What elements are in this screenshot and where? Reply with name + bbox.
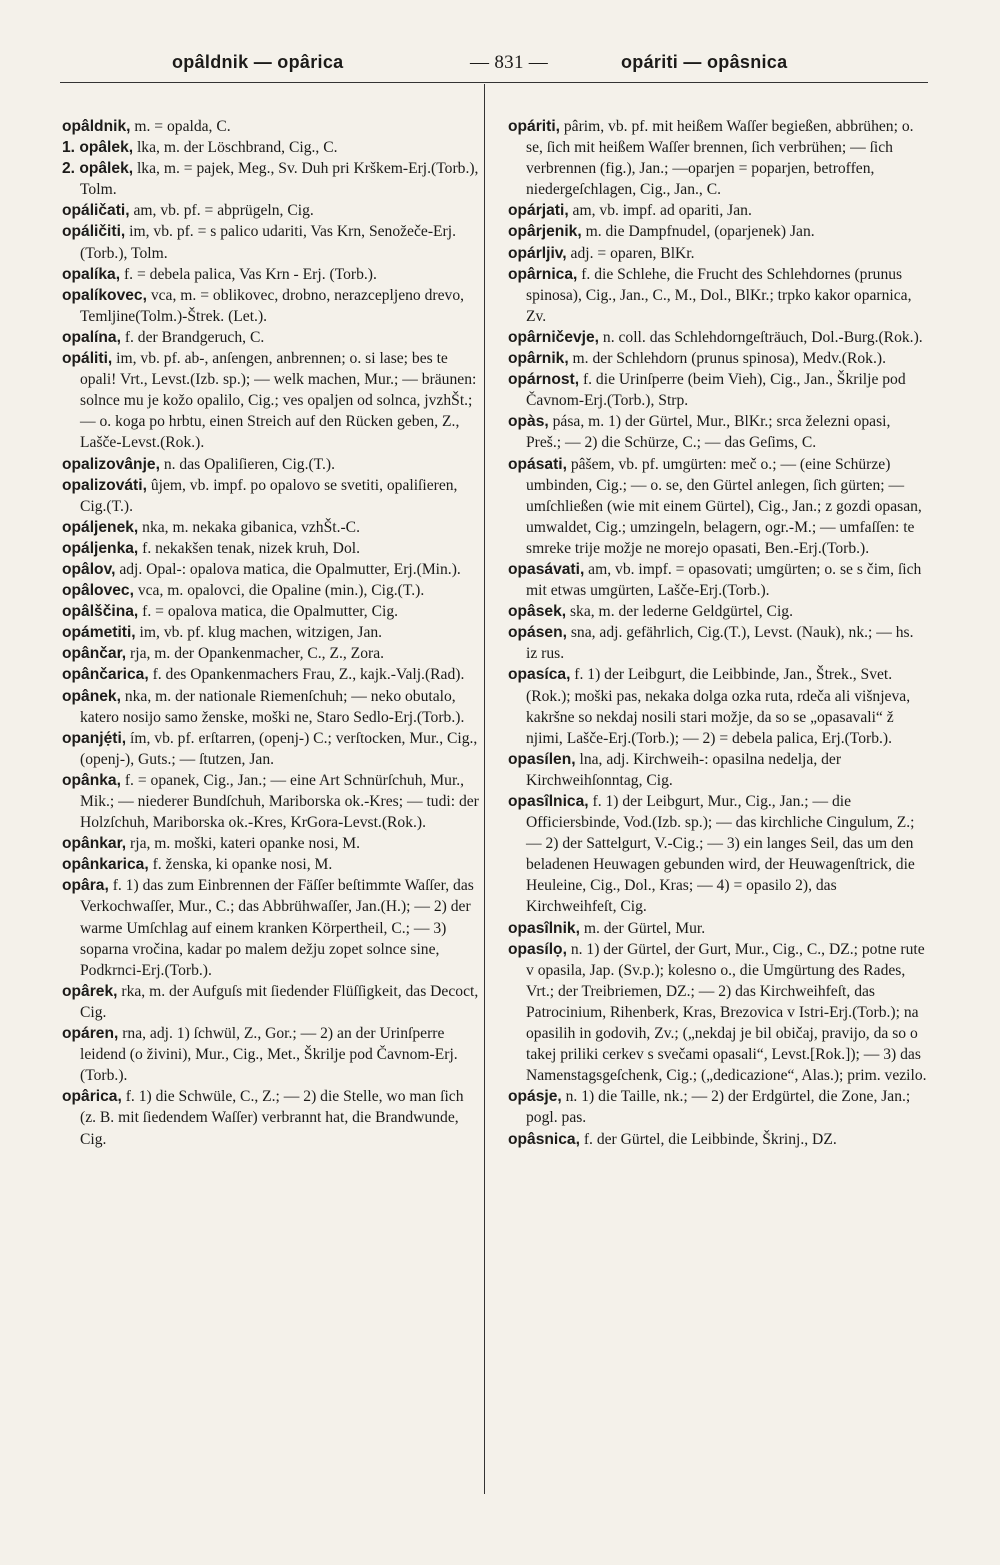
dictionary-entry bbox=[508, 411, 928, 453]
dictionary-entry bbox=[62, 601, 480, 622]
dictionary-entry bbox=[508, 243, 928, 264]
entry-definition: f. = opanek, Cig., Jan.; — eine Art Schnürſchuh, Mur., Mik.; — niederer Bundſchuh, Mariborska ok.-Kres; — tudi: der Holzſchuh, Mariborska ok.-Kres, KrGora-Levst.(Rok.). bbox=[80, 771, 479, 832]
entry-headword: 1. opâlek, bbox=[62, 139, 134, 157]
entry-definition: f. 1) das zum Einbrennen der Fäſſer beſtimmte Waſſer, das Verkochwaſſer, Mur., C.; das Abbrühwaſſer, Jan.(H.); — 2) der warme Umſchlag auf einem kranken Körpertheil, C.; — 3) soparna vročina, kadar po malem dežju zopet solnce sine, Podkrnci-Erj.(Torb.). bbox=[80, 877, 474, 979]
entry-definition: lka, m. = pajek, Meg., Sv. Duh pri Krškem-Erj.(Torb.), Tolm. bbox=[80, 160, 479, 199]
entry-headword: opâldnik, bbox=[62, 118, 131, 135]
entry-definition: nka, m. der nationale Riemenſchuh; — neko obutalo, katero nosijo samo ženske, moški ne, Staro Sedlo-Erj.(Torb.). bbox=[80, 687, 465, 726]
entry-definition: im, vb. pf. klug machen, witzigen, Jan. bbox=[135, 624, 383, 642]
dictionary-entry bbox=[62, 348, 480, 453]
entry-headword: opânčar, bbox=[62, 645, 127, 663]
entry-headword: opáljenka, bbox=[62, 539, 139, 557]
dictionary-entry bbox=[62, 1023, 480, 1086]
entry-definition: adj. = oparen, BlKr. bbox=[566, 244, 695, 262]
entry-headword: opàs, bbox=[508, 413, 549, 431]
dictionary-entry bbox=[62, 854, 480, 875]
entry-headword: opasílen, bbox=[508, 750, 576, 768]
dictionary-entry bbox=[62, 686, 480, 728]
entry-headword: 2. opâlek, bbox=[62, 160, 134, 178]
entry-definition: vca, m. opalovci, die Opaline (min.), Cig.(T.). bbox=[133, 582, 425, 600]
dictionary-entry bbox=[508, 200, 928, 221]
entry-definition: m. der Gürtel, Mur. bbox=[579, 919, 706, 937]
entry-definition: f. 1) der Leibgurt, Mur., Cig., Jan.; — die Officiersbinde, Vod.(Izb. sp.); — das kirchliche Cingulum, Z.; — 2) der Sattelgurt, V.-Cig.; — 3) ein langes Seil, das um den beladenen Heuwagen gebunden wird, der Heuwagenſtrick, die Heuleine, Cig., Dol., Kras; — 4) = opasilo 2), das Kirchweihfeſt, Cig. bbox=[526, 793, 915, 916]
entry-headword: opânkar, bbox=[62, 835, 127, 853]
entry-definition: f. ženska, ki opanke nosi, M. bbox=[148, 856, 333, 874]
entry-headword: opârnik, bbox=[508, 350, 569, 368]
column-divider bbox=[484, 84, 485, 1494]
dictionary-entry bbox=[62, 728, 480, 770]
entry-headword: opásati, bbox=[508, 455, 567, 473]
dictionary-entry bbox=[62, 1086, 480, 1149]
entry-definition: f. die Urinſperre (beim Vieh), Cig., Jan., Škrilje pod Čavnom-Erj.(Torb.), Strp. bbox=[526, 371, 906, 410]
entry-definition: nka, m. nekaka gibanica, vzhŠt.-C. bbox=[138, 518, 360, 536]
dictionary-entry bbox=[62, 833, 480, 854]
entry-headword: opanjẹ́ti, bbox=[62, 729, 127, 747]
dictionary-entry bbox=[62, 158, 480, 200]
entry-definition: f. der Gürtel, die Leibbinde, Škrinj., DZ. bbox=[579, 1130, 837, 1148]
entry-definition: n. 1) der Gürtel, der Gurt, Mur., Cig., C., DZ.; potne rute v opasila, Jap. (Sv.p.); kolesno o., die Umgürtung des Rades, Vrt.; der Treibriemen, DZ.; — 2) das Kirchweihfeſt, das Patrocinium, Rihenberk, Kras, Brezovica v Istri-Erj.(Torb.); na opasilih in godovih, Zv.; („nekdaj je bil običaj, pravijo, da so o takej priliki cerkev s svečami opasali“, Levst.[Rok.]); — 3) das Namenstagsgeſchenk, Cig.; („dedicazione“, Alas.); prim. vezilo. bbox=[526, 940, 927, 1085]
entry-headword: opâlščina, bbox=[62, 603, 139, 621]
entry-headword: opârnica, bbox=[508, 265, 578, 283]
entry-headword: opalizovânje, bbox=[62, 455, 160, 473]
dictionary-entry bbox=[508, 116, 928, 200]
entry-headword: opasíca, bbox=[508, 666, 571, 684]
entry-headword: opárnost, bbox=[508, 371, 580, 389]
entry-headword: opárjati, bbox=[508, 202, 569, 220]
dictionary-entry bbox=[508, 749, 928, 791]
dictionary-entry bbox=[508, 664, 928, 748]
entry-headword: opáličiti, bbox=[62, 223, 126, 241]
dictionary-entry bbox=[62, 875, 480, 980]
entry-headword: opámetiti, bbox=[62, 624, 136, 642]
dictionary-entry bbox=[508, 791, 928, 918]
entry-headword: opârica, bbox=[62, 1088, 122, 1106]
running-head-right: opáriti — opâsnica bbox=[621, 52, 788, 72]
entry-definition: ûjem, vb. impf. po opalovo se svetiti, opaliſieren, Cig.(T.). bbox=[80, 476, 458, 515]
entry-headword: opalína, bbox=[62, 328, 121, 346]
entry-headword: opârničevje, bbox=[508, 328, 600, 346]
entry-definition: pâšem, vb. pf. umgürten: meč o.; — (eine Schürze) umbinden, Cig.; — o. se, den Gürtel anlegen, ſich gürten; —umſchließen (wie mit einem Gürtel), Cig., Jan.; z gozdi opasan, umwaldet, Cig.; umzingeln, belagern, ogr.-M.; — umfaſſen: te smreke trije možje ne morejo opasati, Ben.-Erj.(Torb.). bbox=[526, 455, 922, 557]
dictionary-entry bbox=[508, 348, 928, 369]
entry-definition: n. 1) die Taille, nk.; — 2) der Erdgürtel, die Zone, Jan.; pogl. pas. bbox=[526, 1088, 911, 1127]
dictionary-entry bbox=[508, 918, 928, 939]
entry-definition: pása, m. 1) der Gürtel, Mur., BlKr.; srca železni opasi, Preš.; — 2) die Schürze, C.; — das Geſims, C. bbox=[526, 413, 891, 452]
dictionary-entry bbox=[508, 327, 928, 348]
entry-headword: opânkarica, bbox=[62, 856, 149, 874]
left-column bbox=[62, 116, 480, 1150]
dictionary-entry bbox=[62, 664, 480, 685]
entry-definition: m. = opalda, C. bbox=[130, 118, 231, 135]
entry-headword: opâsnica, bbox=[508, 1130, 580, 1148]
entry-headword: opáliti, bbox=[62, 350, 113, 368]
dictionary-entry bbox=[62, 517, 480, 538]
dictionary-entry bbox=[508, 221, 928, 242]
entry-definition: n. das Opaliſieren, Cig.(T.). bbox=[159, 455, 336, 473]
entry-headword: opáljenek, bbox=[62, 518, 139, 536]
dictionary-entry bbox=[508, 559, 928, 601]
entry-headword: opáren, bbox=[62, 1025, 119, 1043]
entry-definition: adj. Opal-: opalova matica, die Opalmutter, Erj.(Min.). bbox=[115, 560, 461, 578]
entry-headword: opásen, bbox=[508, 624, 567, 642]
entry-definition: f. 1) die Schwüle, C., Z.; — 2) die Stelle, wo man ſich (z. B. mit ſiedendem Waſſer) verbrannt hat, die Brandwunde, Cig. bbox=[80, 1088, 464, 1148]
dictionary-entry bbox=[62, 454, 480, 475]
entry-headword: opânka, bbox=[62, 771, 121, 789]
entry-definition: f. 1) der Leibgurt, die Leibbinde, Jan., Štrek., Svet.(Rok.); moški pas, nekaka dolga ozka ruta, rdeča ali višnjeva, kakršne so nekdaj nosili stari možje, da so se „opasavali“ ž njimi, Lašče-Erj.(Torb.); — 2) = debela palica, Erj.(Torb.). bbox=[526, 666, 911, 747]
entry-headword: opânčarica, bbox=[62, 666, 149, 684]
dictionary-entry bbox=[508, 1086, 928, 1128]
entry-definition: am, vb. impf. = opasovati; umgürten; o. se s čim, ſich mit etwas umgürten, Lašče-Erj.(Torb.). bbox=[526, 560, 922, 600]
entry-definition: f. = debela palica, Vas Krn - Erj. (Torb.). bbox=[120, 265, 377, 283]
dictionary-entry bbox=[508, 454, 928, 559]
entry-headword: opáličati, bbox=[62, 202, 130, 220]
entry-definition: im, vb. pf. = s palico udariti, Vas Krn, Senožeče-Erj.(Torb.), Tolm. bbox=[80, 223, 456, 262]
entry-definition: ska, m. der lederne Geldgürtel, Cig. bbox=[566, 603, 793, 621]
entry-definition: lna, adj. Kirchweih-: opasilna nedelja, der Kirchweihſonntag, Cig. bbox=[526, 750, 842, 789]
entry-headword: opasîlnica, bbox=[508, 793, 589, 810]
dictionary-entry bbox=[62, 643, 480, 664]
dictionary-entry bbox=[508, 601, 928, 622]
entry-definition: f. nekakšen tenak, nizek kruh, Dol. bbox=[138, 539, 360, 557]
entry-headword: opárljiv, bbox=[508, 244, 567, 262]
entry-headword: opásje, bbox=[508, 1088, 562, 1106]
entry-definition: vca, m. = oblikovec, drobno, nerazcepljeno drevo, Temljine(Tolm.)-Štrek. (Let.). bbox=[80, 286, 465, 325]
entry-headword: opânek, bbox=[62, 687, 121, 705]
entry-headword: opasávati, bbox=[508, 560, 585, 578]
dictionary-entry bbox=[508, 622, 928, 664]
entry-definition: m. die Dampfnudel, (oparjenek) Jan. bbox=[581, 223, 815, 241]
entry-definition: m. der Schlehdorn (prunus spinosa), Medv.(Rok.). bbox=[568, 350, 886, 368]
dictionary-entry bbox=[62, 200, 480, 221]
dictionary-entry bbox=[508, 939, 928, 1087]
entry-definition: pârim, vb. pf. mit heißem Waſſer begießen, abbrühen; o. se, ſich mit heißem Waſſer brennen, ſich verbrühen; — ſich verbrennen (fig.), Jan.; —oparjen = poparjen, betroffen, niedergeſchlagen, Cig., Jan., C. bbox=[526, 118, 914, 199]
dictionary-entry bbox=[62, 327, 480, 348]
page-number: — 831 — bbox=[470, 52, 549, 73]
dictionary-entry bbox=[62, 475, 480, 517]
entry-definition: f. die Schlehe, die Frucht des Schlehdornes (prunus spinosa), Cig., Jan., C., M., Dol., BlKr.; trpko kakor oparnica, Zv. bbox=[526, 265, 912, 325]
entry-definition: rja, m. der Opankenmacher, C., Z., Zora. bbox=[126, 645, 385, 663]
entry-headword: opâsek, bbox=[508, 603, 567, 621]
dictionary-entry bbox=[62, 622, 480, 643]
entry-headword: opasîlnik, bbox=[508, 919, 580, 937]
entry-definition: f. der Brandgeruch, C. bbox=[120, 328, 265, 346]
dictionary-entry bbox=[62, 116, 480, 137]
entry-definition: n. coll. das Schlehdorngeſträuch, Dol.-Burg.(Rok.). bbox=[599, 328, 923, 346]
dictionary-entry bbox=[508, 1129, 928, 1150]
entry-headword: opalíkovec, bbox=[62, 286, 147, 304]
page-header bbox=[0, 44, 1000, 80]
entry-headword: opâlovec, bbox=[62, 582, 134, 600]
entry-definition: am, vb. impf. ad opariti, Jan. bbox=[568, 202, 752, 220]
header-rule bbox=[60, 82, 928, 83]
entry-headword: opalizováti, bbox=[62, 476, 147, 494]
dictionary-entry bbox=[62, 538, 480, 559]
dictionary-entry bbox=[508, 369, 928, 411]
entry-definition: sna, adj. gefährlich, Cig.(T.), Levst. (Nauk), nk.; — hs. iz rus. bbox=[526, 624, 914, 663]
entry-definition: lka, m. der Löschbrand, Cig., C. bbox=[133, 139, 338, 157]
entry-headword: opârek, bbox=[62, 982, 118, 1000]
entry-headword: opâlov, bbox=[62, 560, 116, 578]
dictionary-entry bbox=[62, 285, 480, 327]
entry-headword: opâra, bbox=[62, 877, 109, 895]
dictionary-entry bbox=[62, 559, 480, 580]
entry-definition: im, vb. pf. ab-, anſengen, anbrennen; o. si lase; bes te opali! Vrt., Levst.(Izb. sp.); — welk machen, Mur.; — bräunen: solnce mu je kožo opalilo, Cig.; ves opaljen od solnca, jvzhŠt.; — o. koga po hrbtu, einen Streich auf den Rücken geben, Z., Lašče-Levst.(Rok.). bbox=[80, 350, 477, 452]
entry-definition: rja, m. moški, kateri opanke nosi, M. bbox=[126, 835, 361, 853]
entry-definition: f. = opalova matica, die Opalmutter, Cig. bbox=[138, 603, 399, 621]
right-column bbox=[508, 116, 928, 1150]
dictionary-entry bbox=[62, 137, 480, 158]
dictionary-entry bbox=[62, 770, 480, 833]
dictionary-entry bbox=[62, 221, 480, 263]
entry-headword: opârjenik, bbox=[508, 223, 582, 241]
entry-headword: opasílọ, bbox=[508, 940, 567, 958]
entry-definition: rna, adj. 1) ſchwül, Z., Gor.; — 2) an der Urinſperre leidend (o živini), Mur., Cig., Met., Škrilje pod Čavnom-Erj.(Torb.). bbox=[80, 1025, 458, 1085]
entry-definition: am, vb. pf. = abprügeln, Cig. bbox=[129, 202, 314, 220]
entry-definition: ím, vb. pf. erſtarren, (openj-) C.; verſtocken, Mur., Cig., (openj-), Guts.; — ſtutzen, Jan. bbox=[80, 729, 478, 768]
dictionary-entry bbox=[62, 981, 480, 1023]
dictionary-entry bbox=[62, 264, 480, 285]
dictionary-entry bbox=[62, 580, 480, 601]
dictionary-entry bbox=[508, 264, 928, 327]
entry-headword: opáriti, bbox=[508, 118, 560, 135]
entry-definition: rka, m. der Aufguſs mit ſiedender Flüſſigkeit, das Decoct, Cig. bbox=[80, 982, 479, 1021]
entry-definition: f. des Opankenmachers Frau, Z., kajk.-Valj.(Rad). bbox=[148, 666, 465, 684]
entry-headword: opalíka, bbox=[62, 265, 121, 283]
running-head-left: opâldnik — opârica bbox=[172, 52, 344, 72]
